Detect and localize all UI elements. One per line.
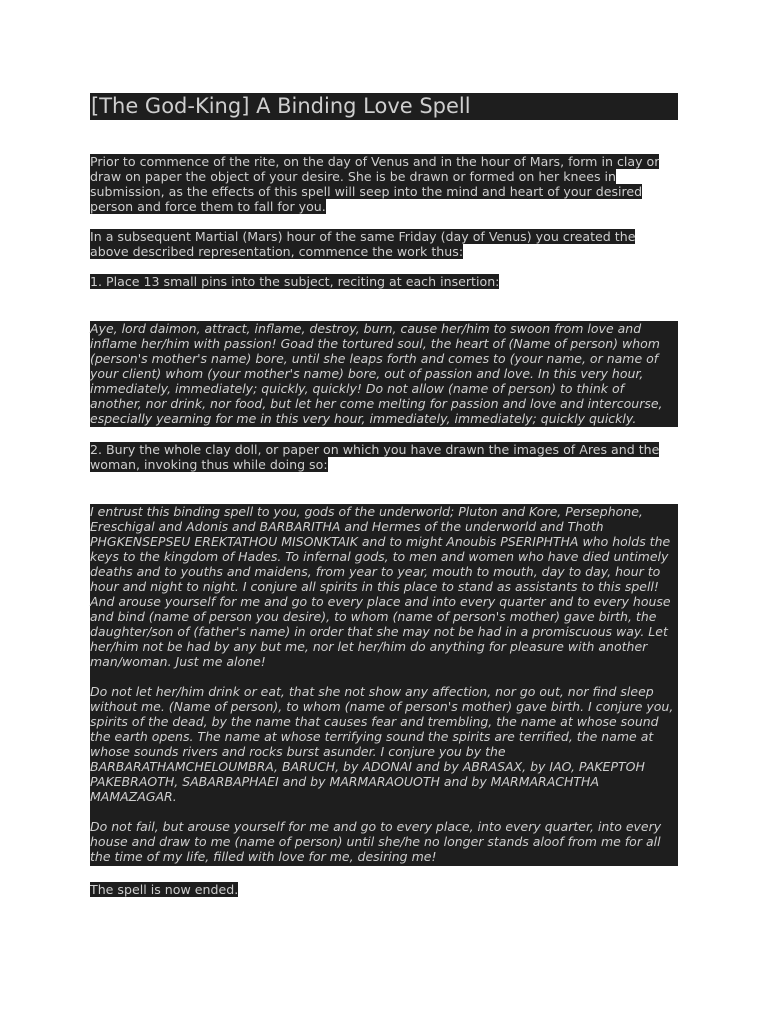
step-1-text: 1. Place 13 small pins into the subject, reciting at each insertion: [90,274,500,289]
step-1-paragraph [90,274,678,289]
incantation-2-paragraph-2: Do not let her/him drink or eat, that she not show any affection, nor go out, nor find sleep without me. (Name of person), to whom (name of person's mother) gave birth. I conjure you, spirits of the dead, by the name that causes fear and trembling, the name at whose sound the earth opens. The name at whose terrifying sound the spirits are terrified, the name at whose sounds rivers and rocks burst asunder. I conjure you by the BARBARATHAMCHELOUMBRA, BARUCH, by ADONAI and by ABRASAX, by IAO, PAKEPTOH PAKEBRAOTH, SABARBAPHAEI and by MARMARAOUOTH and by MARMARACHTHA MAMAZAGAR. [90,684,674,804]
subsequent-text: In a subsequent Martial (Mars) hour of the same Friday (day of Venus) you created the above described representation, commence the work thus: [90,229,636,259]
incantation-2-paragraph-1: I entrust this binding spell to you, gods of the underworld; Pluton and Kore, Persephone, Ereschigal and Adonis and BARBARITHA and Hermes of the underworld and Thoth PHGKENSEPSEU EREKTATHOU MISONKTAIK and to might Anoubis PSERIPHTHA who holds the keys to the kingdom of Hades. To infernal gods, to men and women who have died untimely deaths and to youths and maidens, from year to year, mouth to mouth, day to day, hour to hour and night to night. I conjure all spirits in this place to stand as assistants to this spell! And arouse yourself for me and go to every place and into every quarter and to every house and bind (name of person you desire), to whom (name of person's mother) gave birth, the daughter/son of (father's name) in order that she may not be had in a promiscuous way. Let her/him not be had by any but me, nor let her/him do anything for pleasure with another man/woman. Just me alone! [90,504,671,669]
intro-paragraph [90,154,666,214]
ending-paragraph [90,882,678,897]
ending-text: The spell is now ended. [90,882,239,897]
step-2-paragraph [90,442,664,472]
subsequent-paragraph [90,229,650,259]
step-2-text: 2. Bury the whole clay doll, or paper on which you have drawn the images of Ares and the woman, invoking thus while doing so: [90,442,660,472]
incantation-2-block [90,504,678,866]
incantation-1-text: Aye, lord daimon, attract, inflame, destroy, burn, cause her/him to swoon from love and inflame her/him with passion! Goad the tortured soul, the heart of (Name of person) whom (person's mother's name) bore, until she leaps forth and comes to (your name, or name of your client) whom (your mother's name) bore, out of passion and love. In this very hour, immediately, immediately; quickly, quickly! Do not allow (name of person) to think of another, nor drink, nor food, but let her come melting for passion and love and intercourse, especially yearning for me in this very hour, immediately, immediately; quickly quickly. [90,321,663,426]
intro-text: Prior to commence of the rite, on the day of Venus and in the hour of Mars, form in clay or draw on paper the object of your desire. She is be drawn or formed on her knees in submission, as the effects of this spell will seep into the mind and heart of your desired person and force them to fall for you. [90,154,660,214]
page-title: [The God-King] A Binding Love Spell [91,94,471,118]
incantation-2-paragraph-3: Do not fail, but arouse yourself for me and go to every place, into every quarter, into every house and draw to me (name of person) until she/he no longer stands aloof from me for all the time of my life, filled with love for me, desiring me! [90,819,662,864]
incantation-1-block [90,321,678,427]
